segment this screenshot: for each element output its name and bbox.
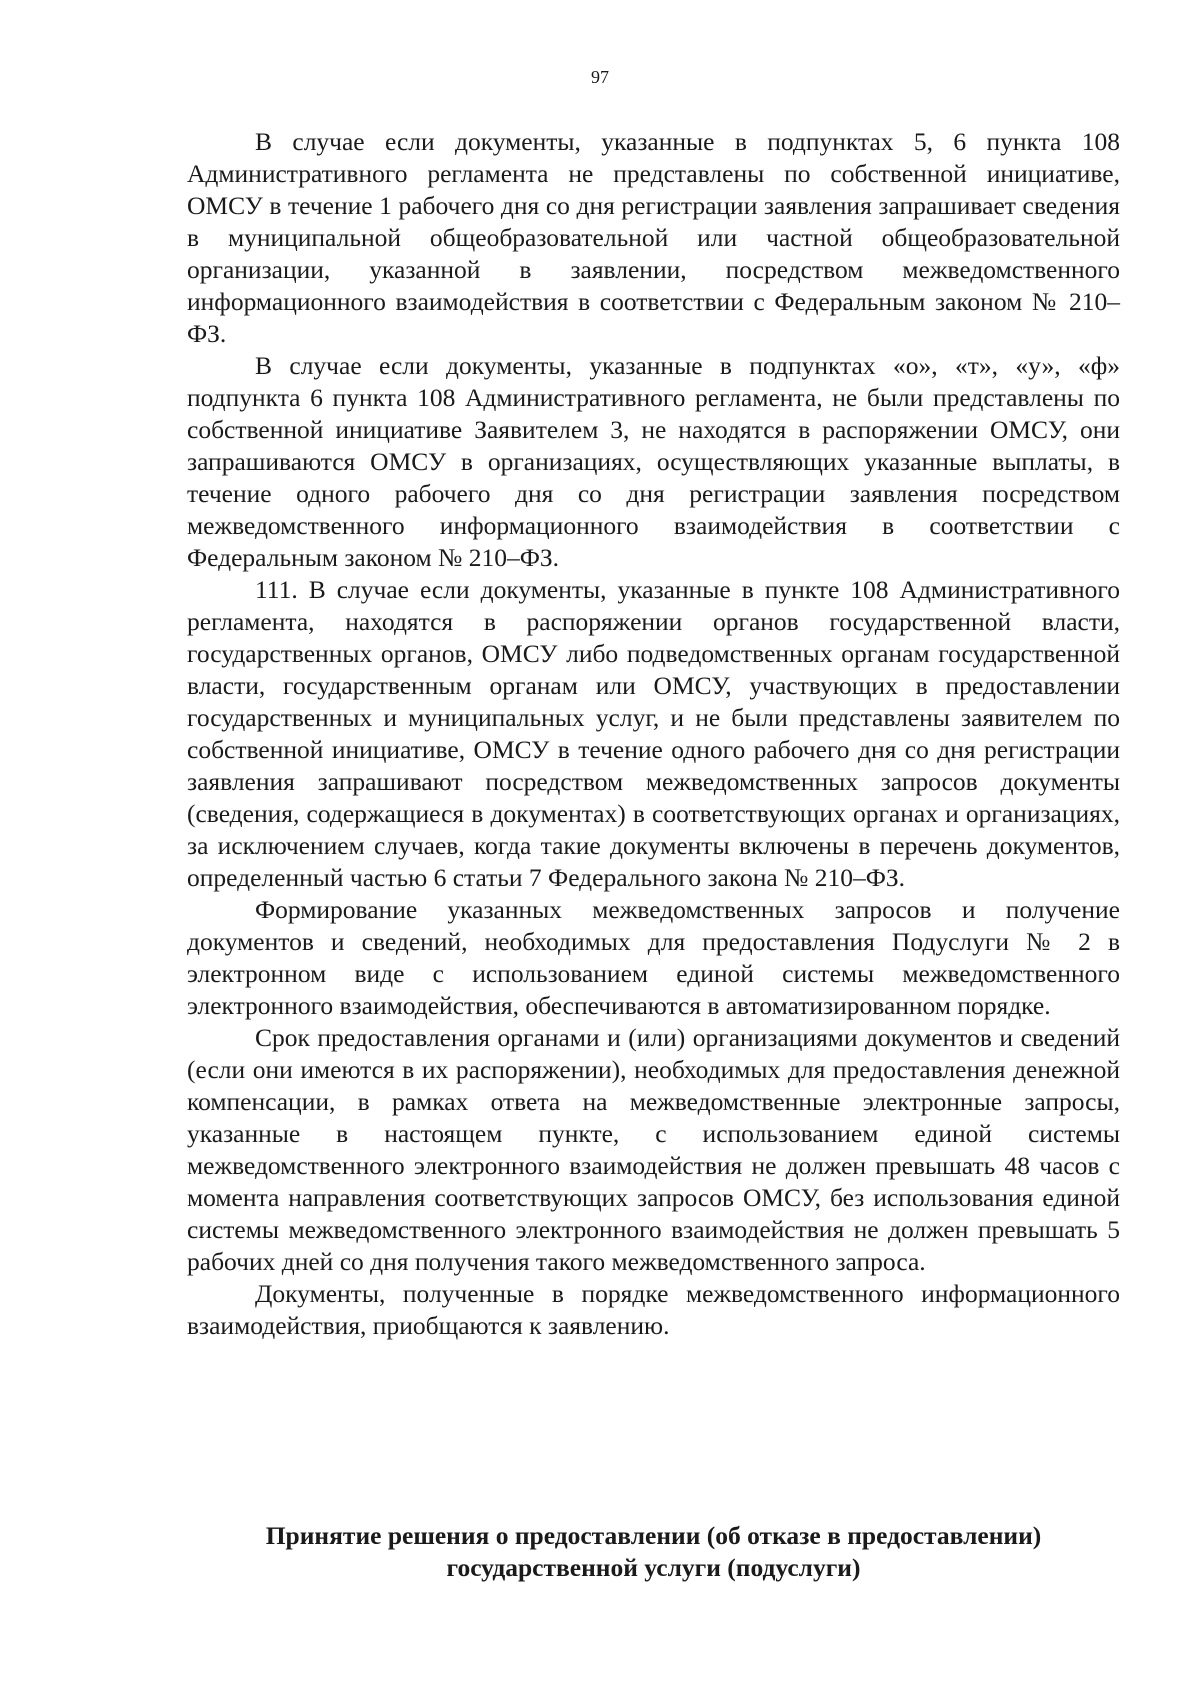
section-heading-line: Принятие решения о предоставлении (об отказе в предоставлении) xyxy=(265,1521,1042,1550)
section-heading-line: государственной услуги (подуслуги) xyxy=(446,1553,861,1582)
paragraph: Срок предоставления органами и (или) организациями документов и сведений (если они имеются в их распоряжении), необходимых для предоставления денежной компенсации, в рамках ответа на межведомственные электронные запросы, указанные в настоящем пункте, с использованием единой системы межведомственного электронного взаимодействия не должен превышать 48 часов с момента направления соответствующих запросов ОМСУ, без использования единой системы межведомственного электронного взаимодействия не должен превышать 5 рабочих дней со дня получения такого межведомственного запроса. xyxy=(187,1023,1120,1276)
page-number: 97 xyxy=(591,67,609,87)
section-heading xyxy=(187,1520,1120,1584)
paragraph: В случае если документы, указанные в подпунктах 5, 6 пункта 108 Административного регламента не представлены по собственной инициативе, ОМСУ в течение 1 рабочего дня со дня регистрации заявления запрашивает сведения в муниципальной общеобразовательной или частной общеобразовательной организации, указанной в заявлении, посредством межведомственного информационного взаимодействия в соответствии с Федеральным законом № 210–ФЗ. xyxy=(187,127,1120,348)
paragraph: 111. В случае если документы, указанные в пункте 108 Административного регламента, находятся в распоряжении органов государственной власти, государственных органов, ОМСУ либо подведомственных органам государственной власти, государственным органам или ОМСУ, участвующих в предоставлении государственных и муниципальных услуг, и не были представлены заявителем по собственной инициативе, ОМСУ в течение одного рабочего дня со дня регистрации заявления запрашивают посредством межведомственных запросов документы (сведения, содержащиеся в документах) в соответствующих органах и организациях, за исключением случаев, когда такие документы включены в перечень документов, определенный частью 6 статьи 7 Федерального закона № 210–ФЗ. xyxy=(187,575,1120,892)
document-body xyxy=(187,126,1120,1342)
paragraph: Документы, полученные в порядке межведомственного информационного взаимодействия, приобщаются к заявлению. xyxy=(187,1279,1120,1340)
paragraph: В случае если документы, указанные в подпунктах «о», «т», «у», «ф» подпункта 6 пункта 108 Административного регламента, не были представлены по собственной инициативе Заявителем 3, не находятся в распоряжении ОМСУ, они запрашиваются ОМСУ в организациях, осуществляющих указанные выплаты, в течение одного рабочего дня со дня регистрации заявления посредством межведомственного информационного взаимодействия в соответствии с Федеральным законом № 210–ФЗ. xyxy=(187,351,1120,572)
paragraph: Формирование указанных межведомственных запросов и получение документов и сведений, необходимых для предоставления Подуслуги № 2 в электронном виде с использованием единой системы межведомственного электронного взаимодействия, обеспечиваются в автоматизированном порядке. xyxy=(187,895,1120,1020)
